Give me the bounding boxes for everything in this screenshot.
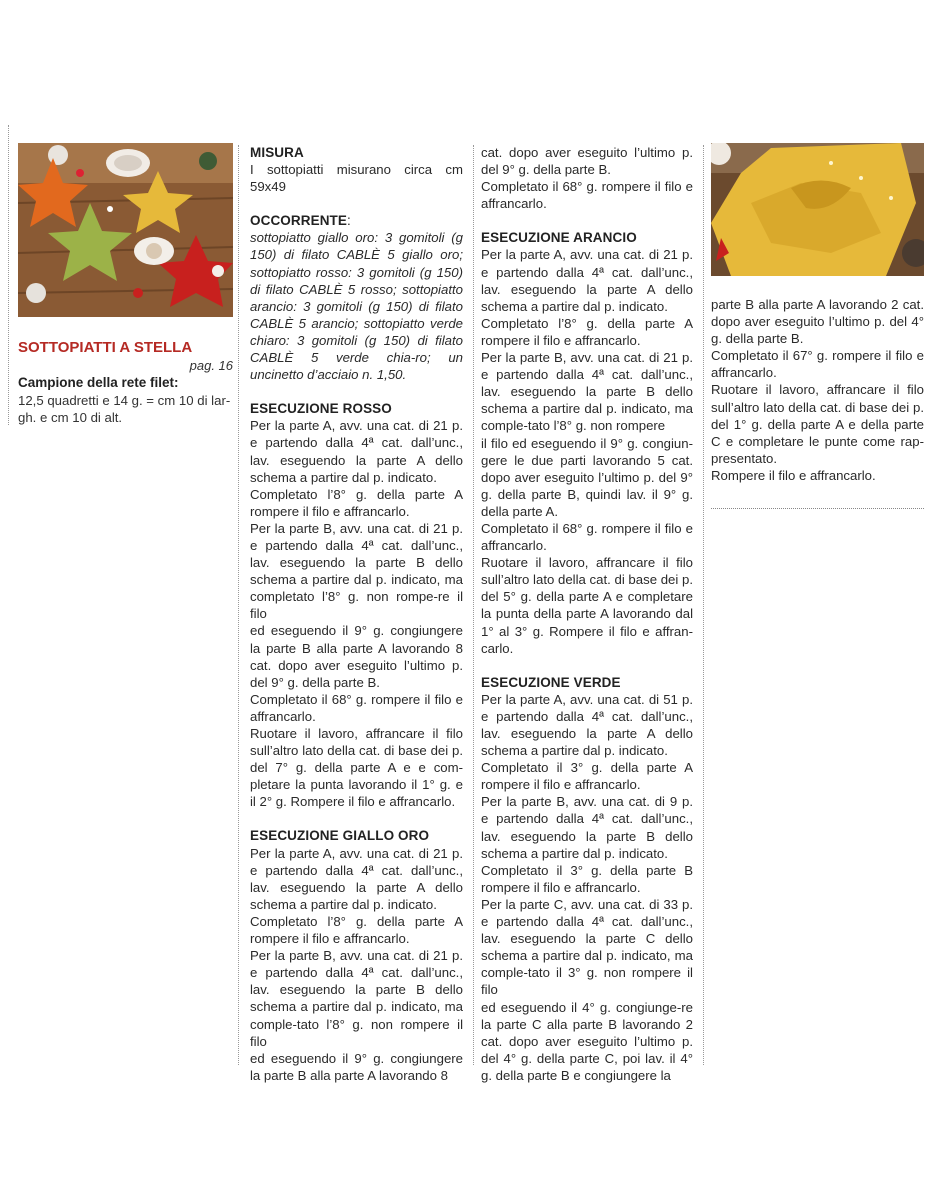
column4-paragraph: Completato il 67° g. rompere il filo e affrancarlo. (711, 348, 924, 381)
giallo-heading: ESECUZIONE GIALLO ORO (250, 828, 430, 844)
verde-paragraph: Completato il 3° g. della parte B rompere il filo e affrancarlo. (481, 862, 693, 895)
rosso-paragraph: Completato il 68° g. rompere il filo e affrancarlo. (250, 691, 463, 724)
giallo-paragraph: Completato l’8° g. della parte A rompere il filo e affrancarlo. (250, 913, 463, 947)
pattern-title: SOTTOPIATTI A STELLA (18, 339, 193, 356)
verde-paragraph: Per la parte C, avv. una cat. di 33 p. e partendo dalla 4ª cat. dall’unc., lav. eseguendo la parte C dello schema a partire dal p. indicato, ma comple-tato il 3° g. non rompere il filo (481, 896, 693, 998)
gauge-heading: Campione della rete filet: (18, 375, 179, 390)
column4-paragraph: Rompere il filo e affrancarlo. (711, 467, 876, 483)
rosso-paragraph: Per la parte B, avv. una cat. di 21 p. e partendo dalla 4ª cat. dall’unc., lav. eseguendo la parte B dello schema a partire dal p. indicato, ma completato l’8° g. non rompe-re il filo (250, 520, 463, 622)
verde-paragraph: Per la parte A, avv. una cat. di 51 p. e partendo dalla 4ª cat. dall’unc., lav. eseguendo la parte A dello schema a partire dal p. indicato. (481, 691, 693, 759)
giallo-paragraph: Per la parte A, avv. una cat. di 21 p. e partendo dalla 4ª cat. dall’unc., lav. eseguendo la parte A dello schema a partire dal p. indicato. (250, 845, 463, 912)
column-divider-2 (473, 145, 474, 1065)
arancio-paragraph: Completato il 68° g. rompere il filo e affrancarlo. (481, 520, 693, 554)
text-column-4 (711, 296, 924, 484)
giallo-paragraph: Per la parte B, avv. una cat. di 21 p. e partendo dalla 4ª cat. dall’unc., lav. eseguendo la parte B dello schema a partire dal p. indicato, ma comple-tato l’8° g. non rompere il filo (250, 948, 463, 1049)
continued-paragraph: cat. dopo aver eseguito l’ultimo p. del 9° g. della parte B. (481, 145, 693, 178)
occorrente-text: sottopiatto giallo oro: 3 gomitoli (g 150) di filato CABLÈ 5 giallo oro; sottopiatto rosso: 3 gomitoli (g 150) di filato CABLÈ 5 rosso; sottopiatto arancio: 3 gomitoli (g 150) di filato CABLÈ 5 arancio; sottopiatto verde chiaro: 3 gomitoli (g 150) di filato CABLÈ 5 verde chia-ro; un uncinetto d’acciaio n. 1,50. (250, 230, 463, 383)
rosso-heading: ESECUZIONE ROSSO (250, 401, 392, 417)
verde-paragraph: Per la parte B, avv. una cat. di 9 p. e partendo dalla 4ª cat. dall’unc., lav. eseguendo la parte B dello schema a partire dal p. indicato. (481, 794, 693, 861)
column-divider-1 (238, 145, 239, 1065)
verde-heading: ESECUZIONE VERDE (481, 674, 621, 690)
yellow-star-photo (711, 143, 924, 276)
page-reference: pag. 16 (189, 358, 233, 373)
placemats-photo (18, 143, 233, 317)
rosso-paragraph: Per la parte A, avv. una cat. di 21 p. e partendo dalla 4ª cat. dall’unc., lav. eseguendo la parte A dello schema a partire dal p. indicato. (250, 418, 463, 485)
giallo-paragraph: ed eseguendo il 9° g. congiungere la parte B alla parte A lavorando 8 (250, 1050, 463, 1083)
column4-paragraph: Ruotare il lavoro, affrancare il filo sull’altro lato della cat. di base dei p. del 1° g. della parte A e della parte C e completare le punte come rap-presentato. (711, 382, 924, 466)
column-divider-3 (703, 145, 704, 1065)
rosso-paragraph: Completato l’8° g. della parte A rompere il filo e affrancarlo. (250, 486, 463, 519)
column4-paragraph: parte B alla parte A lavorando 2 cat. dopo aver eseguito l’ultimo p. del 4° g. della parte B. (711, 297, 924, 347)
left-margin-rule (8, 125, 9, 425)
continued-paragraph: Completato il 68° g. rompere il filo e affrancarlo. (481, 179, 693, 212)
arancio-paragraph: il filo ed eseguendo il 9° g. congiun-gere le due parti lavorando 5 cat. dopo aver eseguito l’ultimo p. del 9° g. della parte B, quindi lav. il 9° g. della parte A. (481, 435, 693, 519)
misura-text: I sottopiatti misurano circa cm 59x49 (250, 162, 463, 195)
rosso-paragraph: Ruotare il lavoro, affrancare il filo sull’altro lato della cat. di base dei p. del 7° g. della parte A e e com-pletare la punta lavorando il 1° g. e il 2° g. Rompere il filo e affrancarlo. (250, 726, 463, 810)
arancio-paragraph: Per la parte B, avv. una cat. di 21 p. e partendo dalla 4ª cat. dall’unc., lav. eseguendo la parte B dello schema a partire dal p. indicato, ma comple-tato l’8° g. non rompere (481, 350, 693, 434)
arancio-paragraph: Completato l’8° g. della parte A rompere il filo e affrancarlo. (481, 315, 693, 348)
gauge-text: 12,5 quadretti e 14 g. = cm 10 di lar-gh. e cm 10 di alt. (18, 393, 231, 425)
occorrente-heading: OCCORRENTE: (250, 213, 351, 229)
arancio-heading: ESECUZIONE ARANCIO (481, 230, 637, 246)
verde-paragraph: ed eseguendo il 4° g. congiunge-re la parte C alla parte B lavorando 2 cat. dopo aver eseguito l’ultimo p. del 4° g. della parte C, poi lav. il 4° g. della parte B e congiungere la (481, 999, 693, 1083)
rosso-paragraph: ed eseguendo il 9° g. congiungere la parte B alla parte A lavorando 8 cat. dopo aver eseguito l’ultimo p. del 9° g. della parte B. (250, 623, 463, 690)
misura-heading: MISURA (250, 145, 304, 160)
arancio-paragraph: Ruotare il lavoro, affrancare il filo sull’altro lato della cat. di base dei p. del 5° g. della parte A e completare la punta della parte A lavorando dal 1° al 3° g. Rompere il filo e affran-carlo. (481, 555, 693, 656)
text-column-3 (481, 144, 693, 1084)
text-column-2 (250, 144, 463, 1084)
verde-paragraph: Completato il 3° g. della parte A rompere il filo e affrancarlo. (481, 760, 693, 793)
column-end-rule (711, 508, 924, 509)
arancio-paragraph: Per la parte A, avv. una cat. di 21 p. e partendo dalla 4ª cat. dall’unc., lav. eseguendo la parte A dello schema a partire dal p. indicato. (481, 247, 693, 314)
